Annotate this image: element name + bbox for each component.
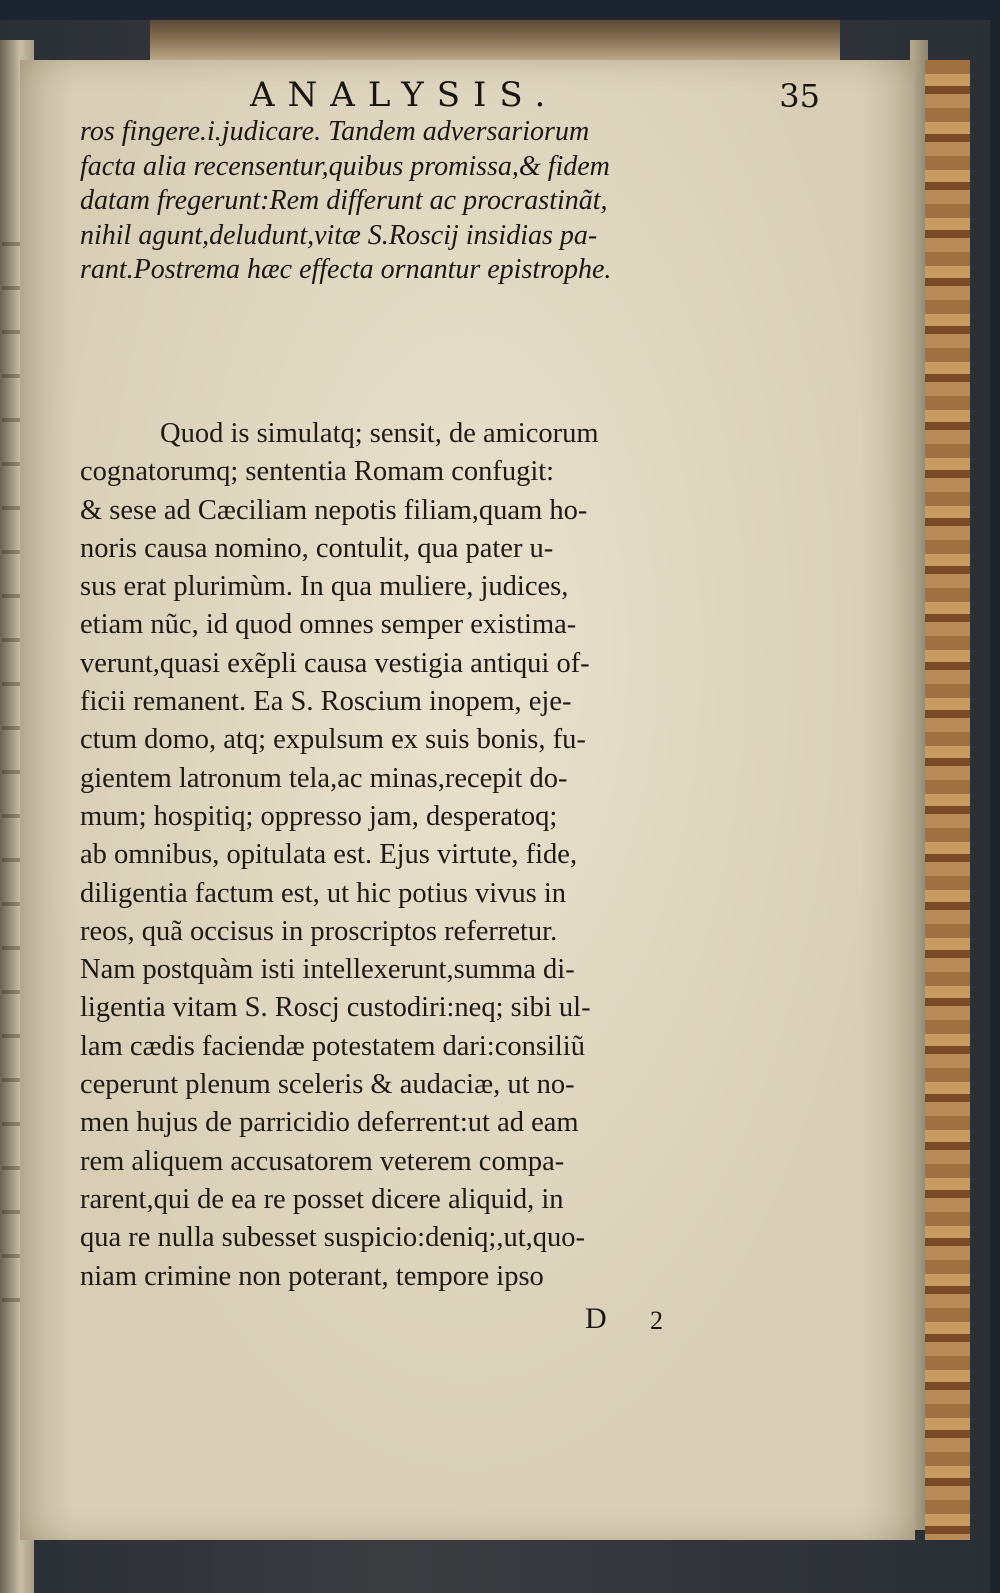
- body-line: ctum domo, atq; expulsum ex suis bonis, fu-: [80, 724, 586, 756]
- body-line: qua re nulla subesset suspicio:deniq;,ut,quo-: [80, 1222, 585, 1254]
- body-line: rarent,qui de ea re posset dicere aliquid, in: [80, 1183, 564, 1215]
- body-line: etiam nũc, id quod omnes semper existima-: [80, 609, 577, 641]
- body-line: Quod is simulatq; sensit, de amicorum: [160, 418, 599, 449]
- body-line: ficii remanent. Ea S. Roscium inopem, eje-: [80, 686, 572, 718]
- body-line: mum; hospitiq; oppresso jam, desperatoq;: [80, 800, 558, 832]
- body-text: [80, 415, 770, 1296]
- page-number: 35: [779, 77, 820, 115]
- body-line: noris causa nomino, contulit, qua pater u-: [80, 532, 554, 564]
- marbled-fore-edge: [925, 60, 970, 1540]
- signature-mark: [80, 1302, 770, 1342]
- signature-number: 2: [650, 1306, 663, 1335]
- body-line: reos, quã occisus in proscriptos referretur.: [80, 915, 558, 947]
- body-line: niam crimine non poterant, tempore ipso: [80, 1260, 544, 1292]
- body-line: cognatorumq; sententia Romam confugit:: [80, 456, 555, 488]
- italic-line: datam fregerunt:Rem differunt ac procrastinãt,: [80, 185, 608, 216]
- body-line: lam cædis faciendæ potestatem dari:consiliũ: [80, 1030, 585, 1062]
- body-line: verunt,quasi exẽpli causa vestigia antiqui of-: [80, 647, 590, 679]
- body-line: men hujus de parricidio deferrent:ut ad eam: [80, 1107, 579, 1139]
- italic-line: nihil agunt,deludunt,vitæ S.Roscij insidias pa-: [80, 219, 598, 251]
- analysis-italic-text: [80, 115, 770, 288]
- body-line: sus erat plurimùm. In qua muliere, judices,: [80, 571, 569, 603]
- body-line: ligentia vitam S. Roscj custodiri:neq; sibi ul-: [80, 992, 591, 1024]
- running-head: ANALYSIS.: [250, 75, 559, 115]
- italic-line: facta alia recensentur,quibus promissa,& fidem: [80, 150, 610, 182]
- body-line: rem aliquem accusatorem veterem compa-: [80, 1145, 565, 1177]
- body-line: ceperunt plenum sceleris & audaciæ, ut no-: [80, 1069, 575, 1101]
- signature-letter: D: [585, 1302, 607, 1335]
- body-line: Nam postquàm isti intellexerunt,summa di-: [80, 954, 575, 986]
- body-line: gientem latronum tela,ac minas,recepit do-: [80, 762, 568, 794]
- body-line: ab omnibus, opitulata est. Ejus virtute, fide,: [80, 839, 578, 871]
- book-top-edge: [150, 20, 840, 60]
- body-line: & sese ad Cæciliam nepotis filiam,quam ho-: [80, 494, 588, 526]
- body-line: diligentia factum est, ut hic potius vivus in: [80, 877, 567, 909]
- italic-line: rant.Postrema hæc effecta ornantur epistrophe.: [80, 254, 612, 285]
- italic-line: ros fingere.i.judicare. Tandem adversariorum: [80, 116, 590, 147]
